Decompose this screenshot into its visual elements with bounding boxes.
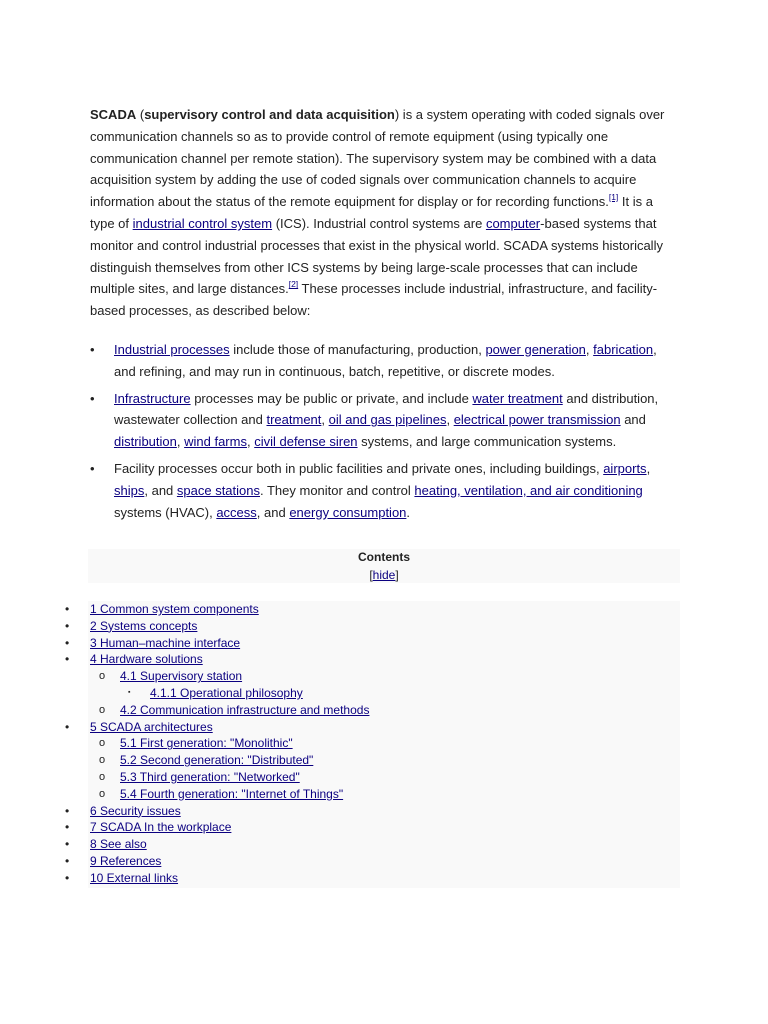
toc-bullet: • bbox=[65, 719, 70, 734]
ships-link[interactable]: ships bbox=[114, 482, 145, 498]
bullet-text: , bbox=[246, 434, 255, 450]
process-types-list bbox=[90, 339, 682, 528]
toc-bullet: • bbox=[65, 870, 70, 885]
intro-text: ) is a system operating with coded signals over communication channels so as to provide control of remote equipment (using typically one communication channel per remote station). The supervisory system may be combined with a data acquisition system by adding the use of coded signals over communication channels to acquire information about the status of the remote equipment for display or for recording functions. bbox=[90, 107, 665, 210]
toc-item bbox=[0, 668, 700, 685]
bullet-text: and distribution, wastewater collection and bbox=[114, 390, 659, 428]
toc-item bbox=[0, 702, 700, 719]
bracket-close: ] bbox=[395, 568, 399, 582]
toc-link[interactable]: 4 Hardware solutions bbox=[90, 652, 203, 667]
space-stations-link[interactable]: space stations bbox=[176, 482, 260, 498]
toc-hide-link[interactable]: hide bbox=[372, 568, 396, 582]
toc-header bbox=[88, 549, 680, 583]
toc-bullet: • bbox=[65, 803, 70, 818]
bullet-text: , and refining, and may run in continuous, batch, repetitive, or discrete modes. bbox=[114, 342, 657, 379]
toc-bullet: • bbox=[65, 618, 70, 633]
toc-bullet: o bbox=[99, 770, 106, 783]
toc-bullet: o bbox=[99, 787, 106, 800]
toc-item bbox=[0, 601, 700, 618]
bullet-text: , bbox=[176, 434, 185, 450]
toc-link[interactable]: 4.2 Communication infrastructure and methods bbox=[120, 702, 370, 717]
toc-item bbox=[0, 819, 700, 836]
bullet-text: processes may be public or private, and include bbox=[190, 390, 473, 406]
toc-bullet: • bbox=[65, 820, 70, 835]
toc-title: Contents bbox=[358, 550, 410, 564]
toc-link[interactable]: 5.1 First generation: "Monolithic" bbox=[120, 736, 293, 751]
intro-text: -based systems that monitor and control industrial processes that exist in the physical world. SCADA systems historically distinguish themselves from other ICS systems by being large-scale processes that can include multiple sites, and large distances. bbox=[90, 215, 663, 297]
toc-item bbox=[0, 752, 700, 769]
toc-bullet: o bbox=[99, 670, 106, 683]
intro-paragraph bbox=[90, 104, 680, 322]
bullet-text: . bbox=[406, 504, 411, 520]
toc-link[interactable]: 2 Systems concepts bbox=[90, 618, 198, 633]
industrial-processes-link[interactable]: Industrial processes bbox=[114, 342, 230, 357]
toc-bullet: • bbox=[65, 837, 70, 852]
toc-item bbox=[0, 635, 700, 652]
toc-bullet: • bbox=[65, 602, 70, 616]
bullet-text: , bbox=[321, 412, 329, 428]
toc-item bbox=[0, 651, 700, 668]
wind-farms-link[interactable]: wind farms bbox=[184, 434, 247, 450]
citation-1-link[interactable]: [1] bbox=[608, 192, 619, 203]
oil-and-gas-pipelines-link[interactable]: oil and gas pipelines bbox=[328, 412, 447, 428]
bullet-text: . They monitor and control bbox=[260, 482, 415, 498]
toc-item bbox=[0, 786, 700, 803]
toc-link[interactable]: 9 References bbox=[90, 853, 162, 868]
toc-link[interactable]: 7 SCADA In the workplace bbox=[90, 820, 232, 835]
toc-bullet: • bbox=[65, 652, 70, 667]
toc-link[interactable]: 8 See also bbox=[90, 837, 147, 852]
toc-item bbox=[0, 769, 700, 786]
water-treatment-link[interactable]: water treatment bbox=[472, 390, 563, 406]
toc-bullet: o bbox=[99, 754, 106, 767]
toc-bullet: • bbox=[65, 853, 70, 868]
term-scada: SCADA bbox=[90, 107, 137, 122]
toc-link[interactable]: 6 Security issues bbox=[90, 803, 181, 818]
toc-link[interactable]: 1 Common system components bbox=[90, 602, 259, 616]
toc-hide-toggle bbox=[88, 568, 680, 583]
toc-bullet: o bbox=[99, 737, 106, 750]
toc-bullet: o bbox=[99, 703, 106, 716]
toc-item bbox=[0, 803, 700, 820]
toc-bullet: • bbox=[65, 635, 70, 650]
electrical-power-transmission-link[interactable]: electrical power transmission bbox=[453, 412, 621, 428]
list-item bbox=[90, 458, 682, 523]
term-expansion: supervisory control and data acquisition bbox=[144, 107, 395, 122]
toc-link[interactable]: 3 Human–machine interface bbox=[90, 635, 241, 650]
intro-text: ( bbox=[136, 107, 145, 122]
power-generation-link[interactable]: power generation bbox=[485, 342, 586, 357]
toc-link[interactable]: 5.3 Third generation: "Networked" bbox=[120, 769, 300, 784]
list-item bbox=[90, 388, 682, 453]
bullet-text: systems (HVAC), bbox=[114, 504, 217, 520]
toc-link[interactable]: 5.4 Fourth generation: "Internet of Things" bbox=[120, 786, 344, 801]
bullet-text: , bbox=[646, 460, 651, 476]
toc-item bbox=[0, 618, 700, 635]
computer-link[interactable]: computer bbox=[485, 215, 541, 231]
toc-item bbox=[0, 853, 700, 870]
airports-link[interactable]: airports bbox=[603, 460, 647, 476]
toc-item bbox=[0, 870, 700, 887]
energy-consumption-link[interactable]: energy consumption bbox=[289, 504, 407, 520]
bracket-open: [ bbox=[369, 568, 373, 582]
bullet-text: systems, and large communication systems. bbox=[357, 434, 617, 450]
bullet-marker: • bbox=[90, 342, 95, 357]
toc-link[interactable]: 5.2 Second generation: "Distributed" bbox=[120, 753, 314, 768]
toc-link[interactable]: 10 External links bbox=[90, 870, 179, 885]
table-of-contents bbox=[0, 601, 700, 887]
hvac-link[interactable]: heating, ventilation, and air conditioning bbox=[414, 482, 643, 498]
bullet-marker: • bbox=[90, 460, 95, 476]
list-item bbox=[90, 339, 682, 383]
intro-text: These processes include industrial, infrastructure, and facility-based processes, as described below: bbox=[90, 281, 658, 319]
bullet-text: include those of manufacturing, production, bbox=[229, 342, 486, 357]
bullet-marker: • bbox=[90, 390, 95, 406]
fabrication-link[interactable]: fabrication bbox=[593, 342, 654, 357]
toc-link[interactable]: 4.1.1 Operational philosophy bbox=[150, 685, 303, 700]
toc-link[interactable]: 4.1 Supervisory station bbox=[120, 669, 243, 684]
bullet-text: and bbox=[620, 412, 646, 428]
treatment-link[interactable]: treatment bbox=[266, 412, 322, 428]
distribution-link[interactable]: distribution bbox=[114, 434, 177, 450]
industrial-control-system-link[interactable]: industrial control system bbox=[132, 215, 273, 231]
toc-item bbox=[0, 719, 700, 736]
infrastructure-link[interactable]: Infrastructure bbox=[114, 390, 191, 406]
toc-bullet: ▪ bbox=[128, 688, 131, 696]
toc-item bbox=[0, 836, 700, 853]
access-link[interactable]: access bbox=[216, 504, 257, 520]
intro-text: It is a type of bbox=[90, 194, 653, 231]
citation-2-link[interactable]: [2] bbox=[288, 279, 299, 290]
intro-text: (ICS). Industrial control systems are bbox=[272, 215, 486, 231]
bullet-text: Facility processes occur both in public facilities and private ones, including buildings, bbox=[114, 460, 604, 476]
toc-link[interactable]: 5 SCADA architectures bbox=[90, 719, 213, 734]
civil-defense-siren-link[interactable]: civil defense siren bbox=[254, 434, 358, 450]
bullet-text: , bbox=[585, 342, 594, 357]
toc-item bbox=[0, 735, 700, 752]
toc-item bbox=[0, 685, 700, 702]
bullet-text: , and bbox=[144, 482, 177, 498]
bullet-text: , bbox=[446, 412, 454, 428]
bullet-text: , and bbox=[256, 504, 290, 520]
